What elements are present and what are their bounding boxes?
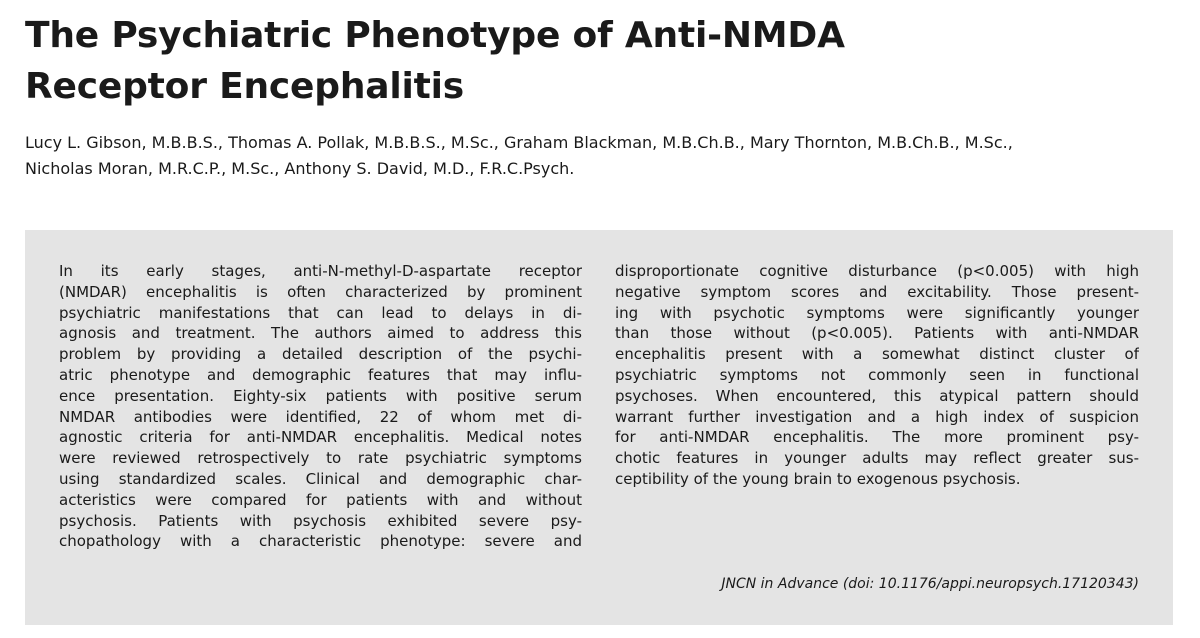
- abstract-right-column: [615, 261, 1139, 490]
- abstract-line: using standardized scales. Clinical and demographic char-: [59, 469, 582, 488]
- abstract-line: encephalitis present with a somewhat distinct cluster of: [615, 345, 1139, 364]
- title-line: The Psychiatric Phenotype of Anti-NMDA: [25, 15, 845, 56]
- author-line: Nicholas Moran, M.R.C.P., M.Sc., Anthony S. David, M.D., F.R.C.Psych.: [25, 159, 575, 178]
- author-line: Lucy L. Gibson, M.B.B.S., Thomas A. Pollak, M.B.B.S., M.Sc., Graham Blackman, M.B.Ch.B., Mary Thornton, M.B.Ch.B., M.Sc.,: [25, 133, 1013, 152]
- title-line: Receptor Encephalitis: [25, 66, 465, 107]
- abstract-line: psychiatric manifestations that can lead to delays in di-: [59, 303, 582, 322]
- abstract-line: ing with psychotic symptoms were significantly younger: [615, 303, 1139, 322]
- abstract-line: agnostic criteria for anti-NMDAR encephalitis. Medical notes: [59, 428, 582, 447]
- abstract-line: acteristics were compared for patients with and without: [59, 490, 582, 509]
- abstract-line: chotic features in younger adults may reflect greater sus-: [615, 449, 1139, 468]
- abstract-line: ceptibility of the young brain to exogenous psychosis.: [615, 469, 1021, 488]
- abstract-line: for anti-NMDAR encephalitis. The more prominent psy-: [615, 428, 1139, 447]
- abstract-line: were reviewed retrospectively to rate psychiatric symptoms: [59, 449, 582, 468]
- abstract-box: [25, 230, 1173, 625]
- paper-title: [25, 10, 1175, 112]
- author-list: [25, 130, 1185, 182]
- abstract-line: disproportionate cognitive disturbance (p<0.005) with high: [615, 262, 1139, 280]
- abstract-line: psychiatric symptoms not commonly seen in functional: [615, 365, 1139, 384]
- journal-citation: JNCN in Advance (doi: 10.1176/appi.neuropsych.17120343): [721, 576, 1139, 592]
- abstract-line: (NMDAR) encephalitis is often characterized by prominent: [59, 282, 582, 301]
- abstract-line: than those without (p<0.005). Patients with anti-NMDAR: [615, 324, 1139, 343]
- abstract-line: psychoses. When encountered, this atypical pattern should: [615, 386, 1139, 405]
- abstract-line: atric phenotype and demographic features that may influ-: [59, 365, 582, 384]
- abstract-left-column: [59, 261, 582, 552]
- abstract-line: negative symptom scores and excitability. Those present-: [615, 282, 1139, 301]
- abstract-line: chopathology with a characteristic phenotype: severe and: [59, 532, 582, 551]
- abstract-line: psychosis. Patients with psychosis exhibited severe psy-: [59, 511, 582, 530]
- abstract-line: In its early stages, anti-N-methyl-D-aspartate receptor: [59, 262, 582, 280]
- abstract-line: ence presentation. Eighty-six patients with positive serum: [59, 386, 582, 405]
- abstract-line: problem by providing a detailed description of the psychi-: [59, 345, 582, 364]
- abstract-line: NMDAR antibodies were identified, 22 of whom met di-: [59, 407, 582, 426]
- abstract-line: agnosis and treatment. The authors aimed to address this: [59, 324, 582, 343]
- abstract-line: warrant further investigation and a high index of suspicion: [615, 407, 1139, 426]
